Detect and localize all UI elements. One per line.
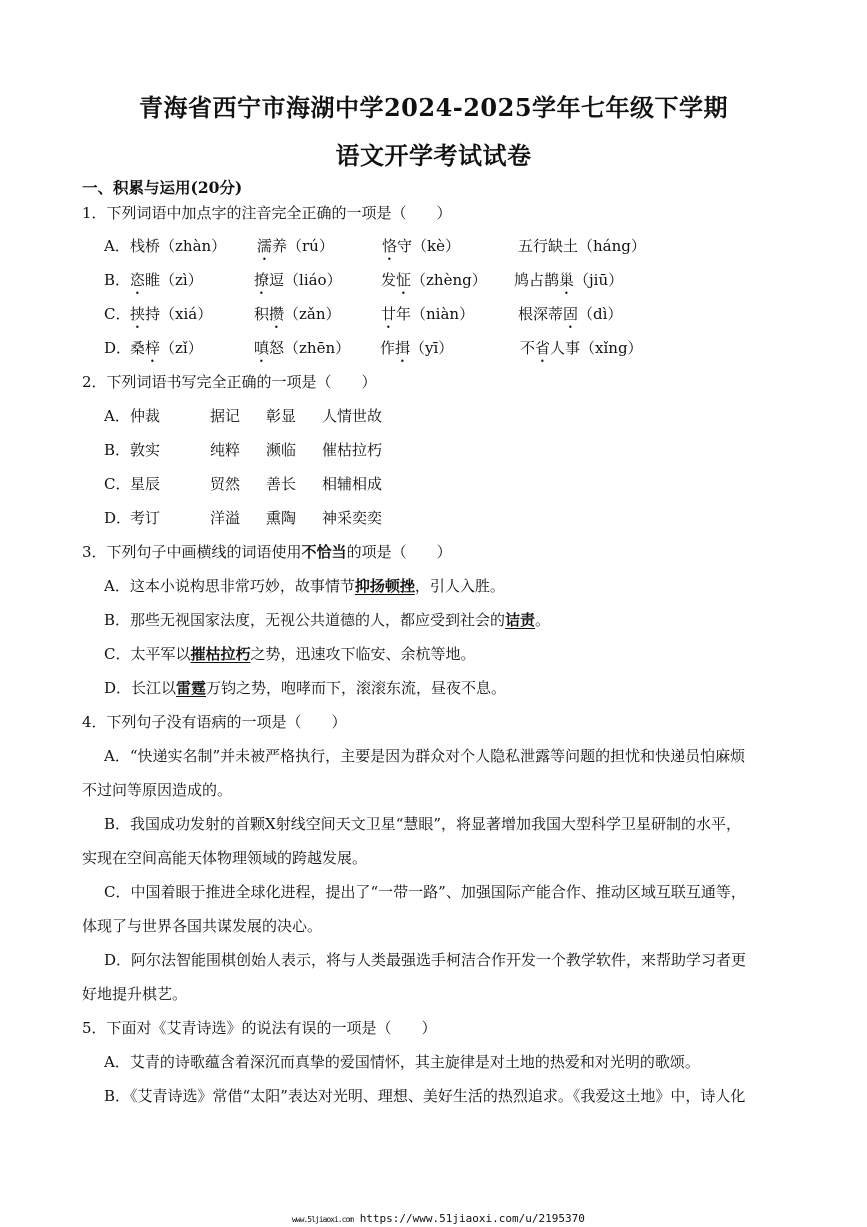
q1-option-b: B． 恣睢（zì） 撩逗（liáo） 发怔（zhèng） 鸠占鹊巢（jiū） (104, 270, 130, 290)
q1-d-word-4: 不省人事（xǐng） (520, 339, 643, 357)
question-4-stem: 4．下列句子没有语病的一项是（ ） (82, 713, 347, 731)
section-heading: 一、积累与运用(20分) (82, 178, 243, 197)
footer-link: https://www.51jiaoxi.com/u/2195370 (359, 1212, 585, 1225)
q1-d-word-1: 桑梓（zǐ） (130, 339, 203, 357)
q3-option-a: A．这本小说构思非常巧妙，故事情节抑扬顿挫，引人入胜。 (104, 577, 505, 595)
q1-b-word-2: 撩逗（liáo） (254, 271, 342, 289)
q5-option-b: B．《艾青诗选》常借“太阳”表达对光明、理想、美好生活的热烈追求。《我爱这土地》中，诗人化 (104, 1087, 746, 1105)
q4-option-b-line2: 实现在空间高能天体物理领域的跨越发展。 (82, 849, 368, 867)
q1-c-word-2: 积攒（zǎn） (254, 305, 341, 323)
q3-option-b: B．那些无视国家法度，无视公共道德的人，都应受到社会的诘责。 (104, 611, 551, 629)
q5-option-a: A．艾青的诗歌蕴含着深沉而真挚的爱国情怀，其主旋律是对土地的热爱和对光明的歌颂。 (104, 1053, 700, 1071)
document-title-line2: 语文开学考试试卷 (335, 141, 532, 170)
q3-option-c: C．太平军以摧枯拉朽之势，迅速攻下临安、余杭等地。 (104, 645, 476, 663)
q1-c-word-3: 廿年（niàn） (381, 305, 475, 323)
q4-option-d-line1: D．阿尔法智能围棋创始人表示，将与人类最强选手柯洁合作开发一个教学软件，来帮助学习者更 (104, 951, 747, 969)
q2-option-d: D． 考订 洋溢 熏陶 神采奕奕 (104, 509, 383, 527)
q4-option-c-line1: C．中国着眼于推进全球化进程，提出了“一带一路”、加强国际产能合作、推动区域互联互通等， (104, 883, 746, 901)
q1-d-word-2: 嗔怒（zhēn） (254, 339, 351, 357)
q1-option-d: D． 桑梓（zǐ） 嗔怒（zhēn） 作揖（yī） 不省人事（xǐng） (104, 338, 131, 358)
q1-a-word-1: 栈桥（zhàn） (130, 237, 227, 255)
footer-url[interactable] (292, 1212, 585, 1225)
q2-option-a: A． 仲裁 据记 彰显 人情世故 (104, 407, 383, 425)
q1-a-word-2: 濡养（rú） (257, 237, 334, 255)
q1-b-word-3: 发怔（zhèng） (381, 271, 487, 289)
q1-a-word-4: 五行缺土（háng） (518, 237, 646, 255)
q4-option-c-line2: 体现了与世界各国共谋发展的决心。 (82, 917, 323, 935)
document-title-line1: 青海省西宁市海湖中学2024-2025学年七年级下学期 (138, 93, 729, 122)
q1-a-word-3: 恪守（kè） (382, 237, 460, 255)
q3-option-d: D．长江以雷霆万钧之势，咆哮而下，滚滚东流，昼夜不息。 (104, 679, 507, 697)
footer-prefix: www.5ljiaoxi.com (292, 1215, 354, 1224)
q1-c-word-1: 挟持（xiá） (130, 305, 213, 323)
q4-option-b-line1: B．我国成功发射的首颗X射线空间天文卫星“慧眼”，将显著增加我国大型科学卫星研制的水平， (104, 815, 742, 833)
q1-option-a: A． 栈桥（zhàn） 濡养（rú） 恪守（kè） 五行缺土（háng） (104, 236, 130, 256)
q1-b-word-1: 恣睢（zì） (130, 271, 203, 289)
question-2-stem: 2．下列词语书写完全正确的一项是（ ） (82, 373, 377, 391)
q4-option-a-line1: A．“快递实名制”并未被严格执行，主要是因为群众对个人隐私泄露等问题的担忧和快递员怕麻烦 (104, 747, 746, 765)
q1-c-word-4: 根深蒂固（dì） (518, 305, 623, 323)
q1-d-word-3: 作揖（yī） (380, 339, 454, 357)
q4-option-a-line2: 不过问等原因造成的。 (82, 781, 233, 799)
question-1-stem: 1．下列词语中加点字的注音完全正确的一项是（ ） (82, 204, 452, 222)
q2-option-b: B． 敦实 纯粹 濒临 催枯拉朽 (104, 441, 383, 459)
q2-option-c: C． 星辰 贸然 善长 相辅相成 (104, 475, 383, 493)
q1-b-word-4: 鸠占鹊巢（jiū） (514, 271, 624, 289)
q4-option-d-line2: 好地提升棋艺。 (82, 985, 188, 1003)
question-5-stem: 5．下面对《艾青诗选》的说法有误的一项是（ ） (82, 1019, 437, 1037)
q1-option-c: C． 挟持（xiá） 积攒（zǎn） 廿年（niàn） 根深蒂固（dì） (104, 304, 130, 324)
question-3-stem: 3．下列句子中画横线的词语使用不恰当的项是（ ） (82, 543, 452, 561)
